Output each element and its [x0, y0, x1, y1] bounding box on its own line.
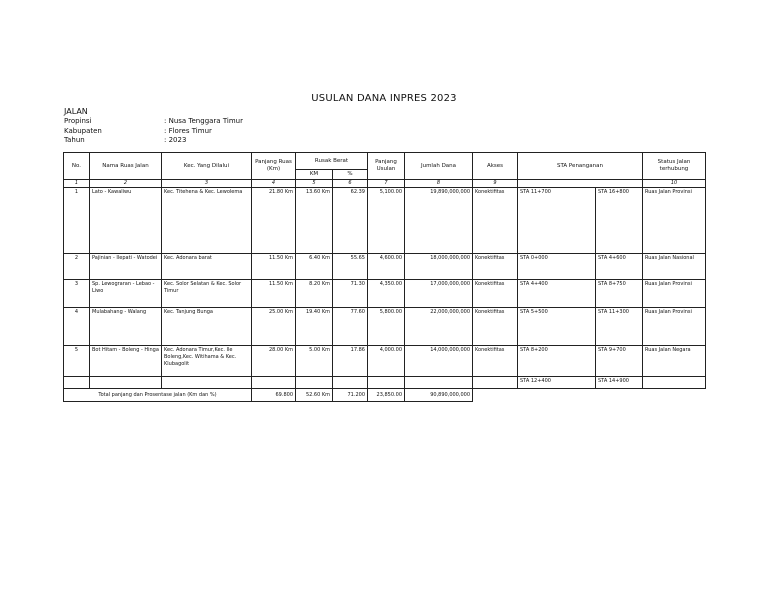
- cell-panjang: 21.80 Km: [252, 188, 296, 254]
- cell-panjang: 11.50 Km: [252, 280, 296, 308]
- total-dana: 90,890,000,000: [405, 389, 473, 402]
- cell-dana: 17,000,000,000: [405, 280, 473, 308]
- header-rusak-berat: Rusak Berat: [296, 153, 368, 170]
- cell-status: Ruas Jalan Provinsi: [643, 188, 706, 254]
- cell-sta-end: STA 16+800: [596, 188, 643, 254]
- cell-usulan: 4,350.00: [368, 280, 405, 308]
- cell-status: Ruas Jalan Negara: [643, 346, 706, 377]
- col-number: [518, 180, 643, 188]
- cell-sta-end: STA 11+300: [596, 308, 643, 346]
- cell-no: 3: [64, 280, 90, 308]
- cell-km: 13.60 Km: [296, 188, 333, 254]
- col-number: 8: [405, 180, 473, 188]
- cell-dana: 14,000,000,000: [405, 346, 473, 377]
- meta-value: : Flores Timur: [164, 126, 212, 135]
- cell-kec: Kec. Titehena & Kec. Lewolema: [162, 188, 252, 254]
- cell-status: Ruas Jalan Nasional: [643, 254, 706, 280]
- cell-sta-end: STA 4+600: [596, 254, 643, 280]
- meta-row-propinsi: [64, 117, 243, 127]
- cell-dana: 22,000,000,000: [405, 308, 473, 346]
- cell-pct: 55.65: [333, 254, 368, 280]
- total-km: 52.60 Km: [296, 389, 333, 402]
- total-panjang: 69.800: [252, 389, 296, 402]
- cell-nama: Sp. Lewograran - Lebao - Liwo: [90, 280, 162, 308]
- cell-pct: 77.60: [333, 308, 368, 346]
- cell-dana: 18,000,000,000: [405, 254, 473, 280]
- header-kec: Kec. Yang Dilalui: [162, 153, 252, 180]
- col-number: 7: [368, 180, 405, 188]
- proposal-table: [63, 152, 706, 402]
- cell-no: 2: [64, 254, 90, 280]
- cell-sta-end: STA 9+700: [596, 346, 643, 377]
- header-nama-ruas: Nama Ruas Jalan: [90, 153, 162, 180]
- cell-nama: Lato - Kawaliwu: [90, 188, 162, 254]
- total-pct: 71.200: [333, 389, 368, 402]
- cell-nama: Bot Hitam - Boleng - Hinga: [90, 346, 162, 377]
- cell-pct: 71.30: [333, 280, 368, 308]
- header-jumlah-dana: Jumlah Dana: [405, 153, 473, 180]
- cell-panjang: 25.00 Km: [252, 308, 296, 346]
- header-status: Status Jalan terhubung: [643, 153, 706, 180]
- total-label: Total panjang dan Prosentase jalan (Km dan %): [64, 389, 252, 402]
- total-row: [64, 389, 706, 402]
- meta-block: [64, 107, 243, 146]
- cell-usulan: 5,800.00: [368, 308, 405, 346]
- cell-no: 5: [64, 346, 90, 377]
- cell-km: 19.40 Km: [296, 308, 333, 346]
- cell-km: 8.20 Km: [296, 280, 333, 308]
- cell-sta-start: STA 12+400: [518, 377, 596, 389]
- table-row-extra-sta: [64, 377, 706, 389]
- cell-sta-end: STA 8+750: [596, 280, 643, 308]
- table-row: [64, 346, 706, 377]
- cell-no: 4: [64, 308, 90, 346]
- col-number: 5: [296, 180, 333, 188]
- header-panjang-ruas: Panjang Ruas (Km): [252, 153, 296, 180]
- column-number-row: [64, 180, 706, 188]
- header-no: No.: [64, 153, 90, 180]
- cell-akses: Konektifitas: [473, 280, 518, 308]
- cell-status: Ruas Jalan Provinsi: [643, 280, 706, 308]
- meta-row-kabupaten: [64, 127, 243, 137]
- cell-akses: Konektifitas: [473, 308, 518, 346]
- col-number: 9: [473, 180, 518, 188]
- meta-label: Kabupaten: [64, 126, 102, 135]
- cell-kec: Kec. Adonara Timur,Kec. Ile Boleng,Kec. Witihama & Kec. Klubagolit: [162, 346, 252, 377]
- meta-label: Propinsi: [64, 117, 92, 125]
- cell-usulan: 5,100.00: [368, 188, 405, 254]
- col-number: 3: [162, 180, 252, 188]
- cell-dana: 19,890,000,000: [405, 188, 473, 254]
- cell-sta-start: STA 4+400: [518, 280, 596, 308]
- cell-pct: 62.39: [333, 188, 368, 254]
- cell-usulan: 4,000.00: [368, 346, 405, 377]
- cell-usulan: 4,600.00: [368, 254, 405, 280]
- cell-akses: Konektifitas: [473, 346, 518, 377]
- meta-label: Tahun: [64, 136, 85, 144]
- col-number: 2: [90, 180, 162, 188]
- cell-km: 5.00 Km: [296, 346, 333, 377]
- cell-kec: Kec. Tanjung Bunga: [162, 308, 252, 346]
- header-panjang-usulan: Panjang Usulan: [368, 153, 405, 180]
- cell-panjang: 28.00 Km: [252, 346, 296, 377]
- col-number: 6: [333, 180, 368, 188]
- section-label: JALAN: [64, 107, 88, 116]
- cell-akses: Konektifitas: [473, 254, 518, 280]
- col-number: 10: [643, 180, 706, 188]
- cell-sta-start: STA 0+000: [518, 254, 596, 280]
- header-pct: %: [333, 170, 368, 180]
- cell-no: 1: [64, 188, 90, 254]
- header-akses: Akses: [473, 153, 518, 180]
- cell-sta-start: STA 8+200: [518, 346, 596, 377]
- cell-panjang: 11.50 Km: [252, 254, 296, 280]
- header-km: KM: [296, 170, 333, 180]
- meta-value: : Nusa Tenggara Timur: [164, 117, 243, 125]
- cell-km: 6.40 Km: [296, 254, 333, 280]
- col-number: 1: [64, 180, 90, 188]
- table-row: [64, 308, 706, 346]
- table-row: [64, 254, 706, 280]
- total-usulan: 23,850.00: [368, 389, 405, 402]
- table-row: [64, 280, 706, 308]
- cell-sta-start: STA 5+500: [518, 308, 596, 346]
- cell-nama: Pajinian - Ilepati - Watodei: [90, 254, 162, 280]
- cell-akses: Konektifitas: [473, 188, 518, 254]
- cell-status: Ruas Jalan Provinsi: [643, 308, 706, 346]
- meta-row-tahun: [64, 136, 243, 146]
- cell-sta-end: STA 14+900: [596, 377, 643, 389]
- document-title: USULAN DANA INPRES 2023: [311, 93, 457, 104]
- cell-kec: Kec. Solor Selatan & Kec. Solor Timur: [162, 280, 252, 308]
- cell-sta-start: STA 11+700: [518, 188, 596, 254]
- cell-kec: Kec. Adonara barat: [162, 254, 252, 280]
- header-sta: STA Penanganan: [518, 153, 643, 180]
- cell-pct: 17.86: [333, 346, 368, 377]
- meta-value: : 2023: [164, 136, 187, 144]
- table-row: [64, 188, 706, 254]
- cell-nama: Mulabahang - Walang: [90, 308, 162, 346]
- col-number: 4: [252, 180, 296, 188]
